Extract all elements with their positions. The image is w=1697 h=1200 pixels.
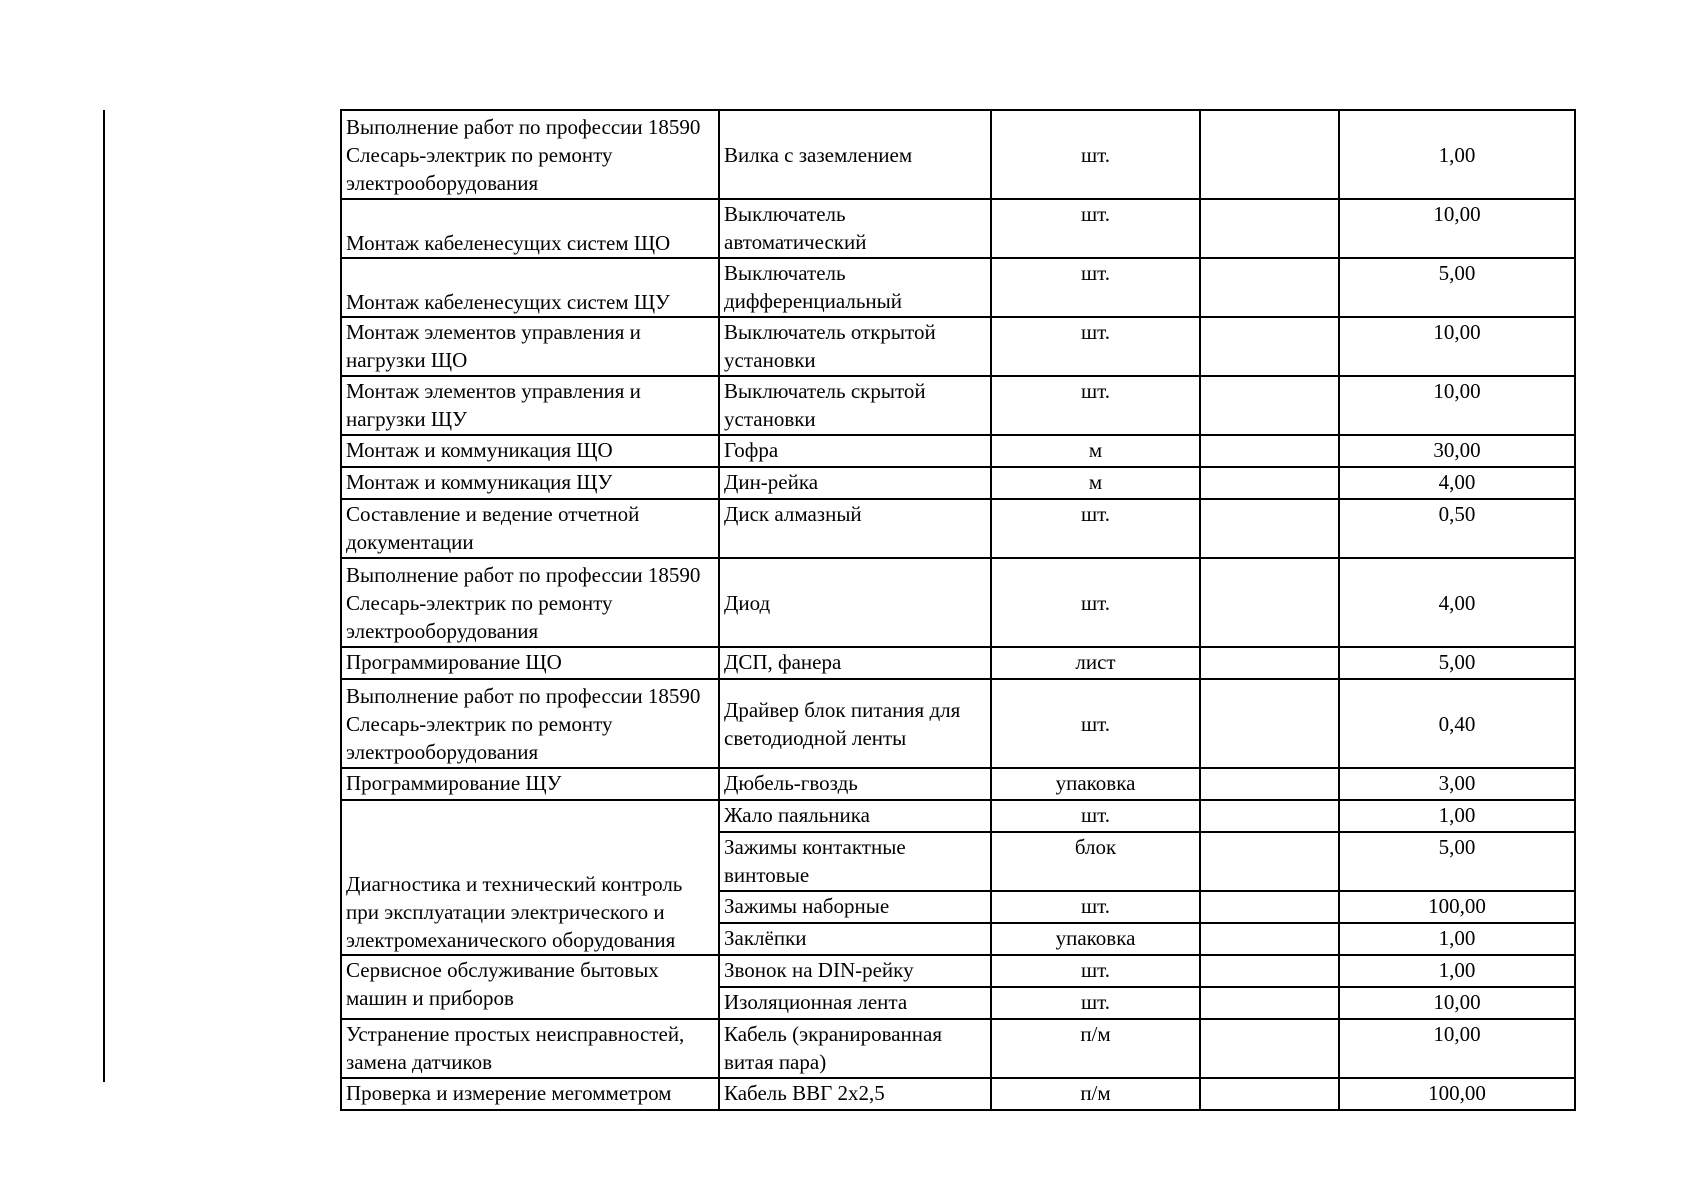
table-row: [341, 435, 1575, 467]
unit-cell: лист: [991, 647, 1200, 679]
unit-cell: п/м: [991, 1019, 1200, 1078]
unit-cell: шт.: [991, 199, 1200, 258]
quantity-cell: 10,00: [1339, 317, 1575, 376]
material-cell: Вилка с заземлением: [719, 110, 991, 199]
unit-cell: шт.: [991, 258, 1200, 317]
task-cell: Программирование ЩО: [341, 647, 719, 679]
task-cell: Монтаж элементов управления и нагрузки ЩУ: [341, 376, 719, 435]
quantity-cell: 5,00: [1339, 832, 1575, 891]
empty-cell: [1200, 199, 1339, 258]
quantity-cell: 1,00: [1339, 923, 1575, 955]
empty-cell: [1200, 800, 1339, 832]
table-row: [341, 768, 1575, 800]
table-row: [341, 110, 1575, 199]
unit-cell: шт.: [991, 110, 1200, 199]
task-cell: Монтаж и коммуникация ЩУ: [341, 467, 719, 499]
material-cell: Выключатель открытой установки: [719, 317, 991, 376]
unit-cell: шт.: [991, 558, 1200, 647]
empty-cell: [1200, 558, 1339, 647]
material-cell: Выключатель скрытой установки: [719, 376, 991, 435]
empty-cell: [1200, 647, 1339, 679]
unit-cell: шт.: [991, 679, 1200, 768]
material-cell: Дин-рейка: [719, 467, 991, 499]
empty-cell: [1200, 499, 1339, 558]
quantity-cell: 1,00: [1339, 800, 1575, 832]
empty-cell: [1200, 987, 1339, 1019]
material-cell: Звонок на DIN-рейку: [719, 955, 991, 987]
table-row: [341, 258, 1575, 317]
empty-cell: [1200, 258, 1339, 317]
unit-cell: м: [991, 435, 1200, 467]
quantity-cell: 10,00: [1339, 1019, 1575, 1078]
material-cell: Диод: [719, 558, 991, 647]
task-cell: Проверка и измерение мегомметром: [341, 1078, 719, 1110]
material-cell: Зажимы наборные: [719, 891, 991, 923]
quantity-cell: 5,00: [1339, 258, 1575, 317]
unit-cell: шт.: [991, 317, 1200, 376]
task-cell: Устранение простых неисправностей, замена датчиков: [341, 1019, 719, 1078]
materials-table-body: [341, 110, 1575, 1110]
quantity-cell: 5,00: [1339, 647, 1575, 679]
empty-cell: [1200, 110, 1339, 199]
left-margin-line: [103, 110, 105, 1082]
empty-cell: [1200, 376, 1339, 435]
quantity-cell: 10,00: [1339, 376, 1575, 435]
task-cell: Составление и ведение отчетной документации: [341, 499, 719, 558]
task-cell: Выполнение работ по профессии 18590 Слесарь-электрик по ремонту электрооборудования: [341, 679, 719, 768]
task-cell: Монтаж элементов управления и нагрузки ЩО: [341, 317, 719, 376]
material-cell: Выключатель автоматический: [719, 199, 991, 258]
quantity-cell: 3,00: [1339, 768, 1575, 800]
unit-cell: шт.: [991, 800, 1200, 832]
material-cell: ДСП, фанера: [719, 647, 991, 679]
quantity-cell: 4,00: [1339, 467, 1575, 499]
empty-cell: [1200, 832, 1339, 891]
task-cell: Выполнение работ по профессии 18590 Слесарь-электрик по ремонту электрооборудования: [341, 110, 719, 199]
unit-cell: п/м: [991, 1078, 1200, 1110]
table-row: [341, 1019, 1575, 1078]
empty-cell: [1200, 1019, 1339, 1078]
material-cell: Жало паяльника: [719, 800, 991, 832]
empty-cell: [1200, 923, 1339, 955]
table-row: [341, 317, 1575, 376]
unit-cell: упаковка: [991, 923, 1200, 955]
material-cell: Драйвер блок питания для светодиодной ленты: [719, 679, 991, 768]
quantity-cell: 10,00: [1339, 987, 1575, 1019]
table-row: [341, 467, 1575, 499]
empty-cell: [1200, 435, 1339, 467]
table-row: [341, 558, 1575, 647]
unit-cell: шт.: [991, 891, 1200, 923]
material-cell: Изоляционная лента: [719, 987, 991, 1019]
quantity-cell: 30,00: [1339, 435, 1575, 467]
material-cell: Дюбель-гвоздь: [719, 768, 991, 800]
table-row: [341, 679, 1575, 768]
unit-cell: шт.: [991, 987, 1200, 1019]
materials-table: [340, 109, 1576, 1111]
empty-cell: [1200, 955, 1339, 987]
unit-cell: шт.: [991, 376, 1200, 435]
task-cell: Сервисное обслуживание бытовых машин и приборов: [341, 955, 719, 1019]
table-row: [341, 376, 1575, 435]
empty-cell: [1200, 891, 1339, 923]
material-cell: Кабель (экранированная витая пара): [719, 1019, 991, 1078]
empty-cell: [1200, 679, 1339, 768]
task-cell: Монтаж кабеленесущих систем ЩО: [341, 199, 719, 258]
quantity-cell: 0,40: [1339, 679, 1575, 768]
empty-cell: [1200, 317, 1339, 376]
unit-cell: блок: [991, 832, 1200, 891]
table-row: [341, 199, 1575, 258]
quantity-cell: 0,50: [1339, 499, 1575, 558]
table-row: [341, 1078, 1575, 1110]
table-row: [341, 955, 1575, 987]
material-cell: Гофра: [719, 435, 991, 467]
task-cell: Монтаж кабеленесущих систем ЩУ: [341, 258, 719, 317]
unit-cell: шт.: [991, 499, 1200, 558]
unit-cell: упаковка: [991, 768, 1200, 800]
material-cell: Заклёпки: [719, 923, 991, 955]
quantity-cell: 100,00: [1339, 891, 1575, 923]
table-row: [341, 499, 1575, 558]
quantity-cell: 1,00: [1339, 110, 1575, 199]
material-cell: Зажимы контактные винтовые: [719, 832, 991, 891]
task-cell: Программирование ЩУ: [341, 768, 719, 800]
task-cell: Диагностика и технический контроль при эксплуатации электрического и электромеханического оборудования: [341, 800, 719, 955]
task-cell: Монтаж и коммуникация ЩО: [341, 435, 719, 467]
table-row: [341, 647, 1575, 679]
empty-cell: [1200, 467, 1339, 499]
unit-cell: шт.: [991, 955, 1200, 987]
quantity-cell: 4,00: [1339, 558, 1575, 647]
quantity-cell: 1,00: [1339, 955, 1575, 987]
material-cell: Выключатель дифференциальный: [719, 258, 991, 317]
quantity-cell: 100,00: [1339, 1078, 1575, 1110]
material-cell: Кабель ВВГ 2х2,5: [719, 1078, 991, 1110]
material-cell: Диск алмазный: [719, 499, 991, 558]
empty-cell: [1200, 768, 1339, 800]
empty-cell: [1200, 1078, 1339, 1110]
table-row: [341, 800, 1575, 832]
unit-cell: м: [991, 467, 1200, 499]
quantity-cell: 10,00: [1339, 199, 1575, 258]
task-cell: Выполнение работ по профессии 18590 Слесарь-электрик по ремонту электрооборудования: [341, 558, 719, 647]
